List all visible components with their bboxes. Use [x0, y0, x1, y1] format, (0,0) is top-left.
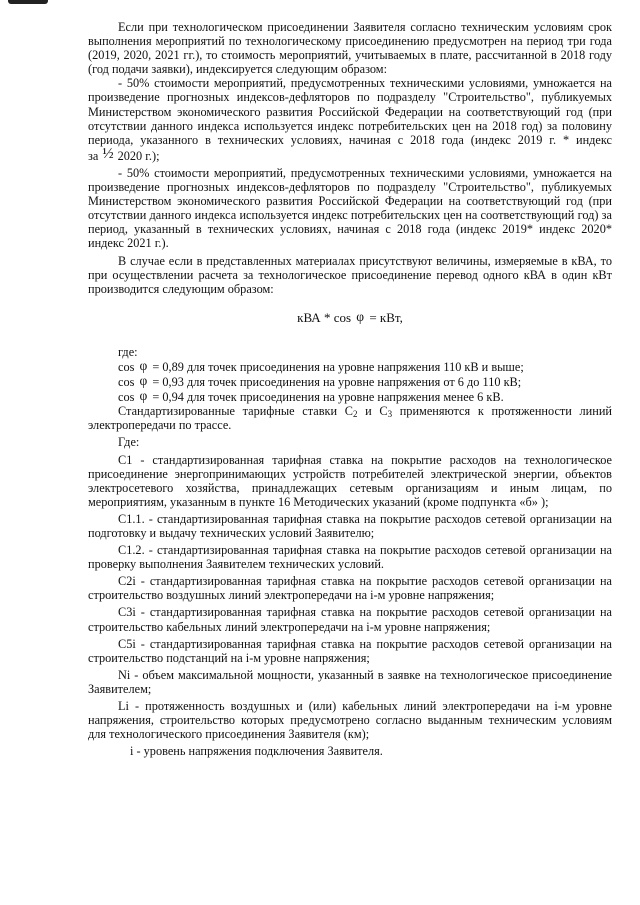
phi-symbol: φ — [356, 308, 365, 324]
definition-ni: Ni - объем максимальной мощности, указанный в заявке на технологическое присоединение Заявителем; — [88, 667, 612, 696]
cos-value-text: = 0,89 для точек присоединения на уровне напряжения 110 кВ и выше; — [152, 359, 524, 374]
paragraph-second-half: - 50% стоимости мероприятий, предусмотренных техническими условиями, умножается на произведение прогнозных индексов-дефляторов по подразделу "Строительство", публикуемых Министерством экономического развития Российской Федерации на соответствующий год (при отсутствии данного индекса используется индекс потребительских цен на соответствующий год) за период, указанный в технических условиях, начиная с 2018 года (индекс 2019* индекс 2020* индекс 2021 г.). — [88, 165, 612, 251]
index-formula-start: (индекс 2019 г. * индекс за — [88, 132, 612, 163]
index-formula-end: 2020 г.); — [117, 148, 160, 163]
definition-c1-1: C1.1. - стандартизированная тарифная ставка на покрытие расходов сетевой организации на подготовку и выдачу технических условий Заявителю; — [88, 511, 612, 540]
cos-label: cos — [118, 375, 135, 390]
cos-label: cos — [118, 359, 135, 374]
where-label-2: Где: — [118, 435, 140, 450]
where-label: где: — [118, 344, 138, 359]
scan-artifact — [8, 0, 48, 4]
definition-c3i: C3i - стандартизированная тарифная ставка на покрытие расходов сетевой организации на строительство кабельных линий электропередачи на i-м уровне напряжения; — [88, 605, 612, 634]
definition-i: i - уровень напряжения подключения Заявителя. — [130, 744, 383, 759]
paragraph-first-half — [88, 76, 612, 163]
formula-left: кВА * cos — [297, 309, 352, 325]
formula-right: = кВт, — [369, 309, 403, 325]
definition-c1-2: C1.2. - стандартизированная тарифная ставка на покрытие расходов сетевой организации на проверку выполнения Заявителем технических условий. — [88, 543, 612, 572]
subscript-3: 3 — [387, 409, 393, 420]
document-body — [88, 20, 612, 758]
paragraph-kva-conversion: В случае если в представленных материалах присутствуют величины, измеряемые в кВА, то при осуществлении расчета за технологическое присоединение перевод одного кВА в один кВт производится следующим образом: — [88, 253, 612, 296]
cos-value-text: = 0,94 для точек присоединения на уровне напряжения менее 6 кВ. — [152, 390, 504, 405]
cos-line-110kv — [118, 359, 612, 374]
paragraph-first-half-text: - 50% стоимости мероприятий, предусмотренных техническими условиями, умножается на произведение прогнозных индексов-дефляторов по подразделу "Строительство", публикуемых Министерством экономического развития Российской Федерации на соответствующий год (при отсутствии данного индекса используется индекс потребительских цен на 2018 год) за половину периода, указанного в технических условиях, начиная с 2018 года — [88, 76, 612, 147]
cos-line-6-110kv — [118, 374, 612, 389]
paragraph-indexation-intro: Если при технологическом присоединении Заявителя согласно техническим условиям срок выполнения мероприятий по технологическому присоединению предусмотрен на период три года (2019, 2020, 2021 гг.), то стоимость мероприятий, учитываемых в плате, рассчитанной в 2018 году (год подачи заявки), индексируется следующим образом: — [88, 20, 612, 77]
conversion-formula — [88, 310, 612, 325]
paragraph-tariff-rates — [88, 404, 612, 432]
subscript-2: 2 — [352, 409, 358, 420]
phi-symbol: φ — [139, 388, 148, 404]
tariff-text-a: Стандартизированные тарифные ставки C — [118, 404, 353, 419]
cos-line-below-6kv — [118, 389, 612, 404]
tariff-text-c: применяются к протяженности линий электропередачи по трассе. — [88, 404, 612, 433]
cos-value-text: = 0,93 для точек присоединения на уровне напряжения от 6 до 110 кВ; — [152, 375, 522, 390]
definition-c2i: C2i - стандартизированная тарифная ставка на покрытие расходов сетевой организации на строительство воздушных линий электропередачи на i-м уровне напряжения; — [88, 574, 612, 603]
definition-c5i: C5i - стандартизированная тарифная ставка на покрытие расходов сетевой организации на строительство подстанций на i-м уровне напряжения; — [88, 636, 612, 665]
definition-li: Li - протяженность воздушных и (или) кабельных линий электропередачи на i-м уровне напряжения, строительство которых предусмотрено согласно выданным техническим условиям для технологического присоединения Заявителя (км); — [88, 699, 612, 742]
tariff-text-b: и C — [357, 404, 388, 419]
definition-c1: C1 - стандартизированная тарифная ставка на покрытие расходов на технологическое присоединение энергопринимающих устройств потребителей электрической энергии, объектов электросетевого хозяйства, принадлежащих сетевым организациям и иным лицам, по мероприятиям, указанным в пункте 16 Методических указаний (кроме подпункта «б» ); — [88, 452, 612, 509]
phi-symbol: φ — [139, 373, 148, 389]
half-fraction: ½ — [102, 145, 114, 162]
cos-label: cos — [118, 390, 135, 405]
phi-symbol: φ — [139, 357, 148, 373]
